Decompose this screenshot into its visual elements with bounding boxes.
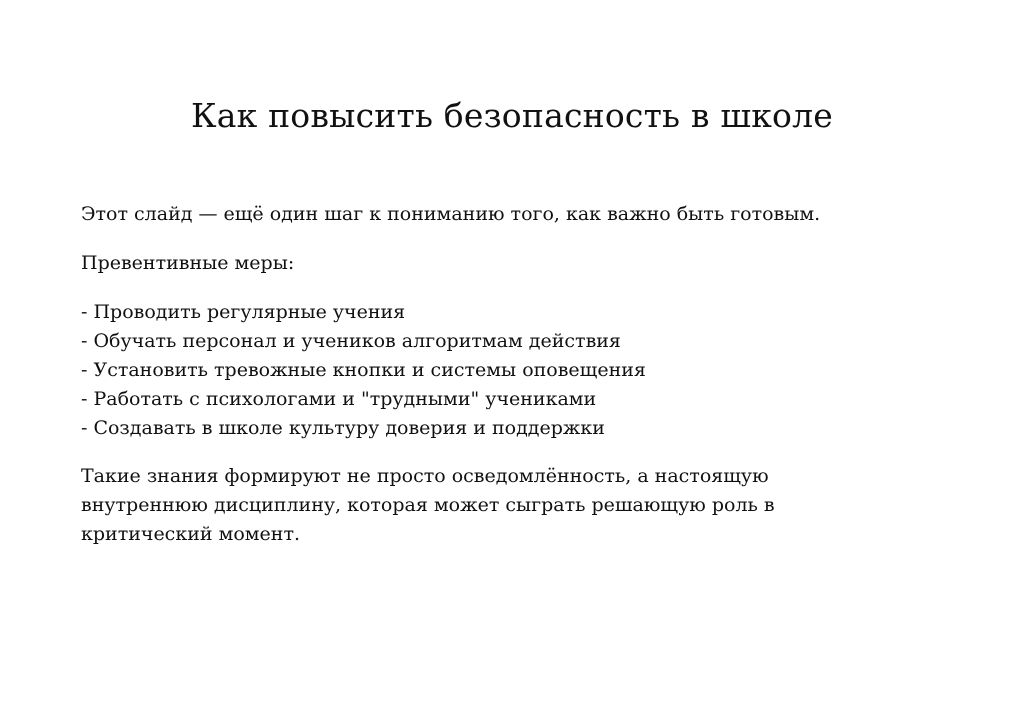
- list-item: - Создавать в школе культуру доверия и поддержки: [81, 417, 605, 439]
- conclusion-paragraph: [81, 462, 961, 549]
- list-item: - Работать с психологами и "трудными" учениками: [81, 388, 597, 410]
- slide-body: [81, 200, 961, 569]
- conclusion-line: внутреннюю дисциплину, которая может сыграть решающую роль в: [81, 494, 775, 516]
- list-item: - Обучать персонал и учеников алгоритмам действия: [81, 330, 621, 352]
- slide-title: Как повысить безопасность в школе: [190, 96, 834, 135]
- list-item: - Установить тревожные кнопки и системы оповещения: [81, 359, 646, 381]
- conclusion-line: Такие знания формируют не просто осведомлённость, а настоящую: [81, 465, 769, 487]
- section-heading: Превентивные меры:: [81, 252, 295, 274]
- intro-paragraph: Этот слайд — ещё один шаг к пониманию того, как важно быть готовым.: [81, 203, 821, 225]
- conclusion-line: критический момент.: [81, 523, 301, 545]
- measures-list: [81, 298, 961, 443]
- list-item: - Проводить регулярные учения: [81, 301, 406, 323]
